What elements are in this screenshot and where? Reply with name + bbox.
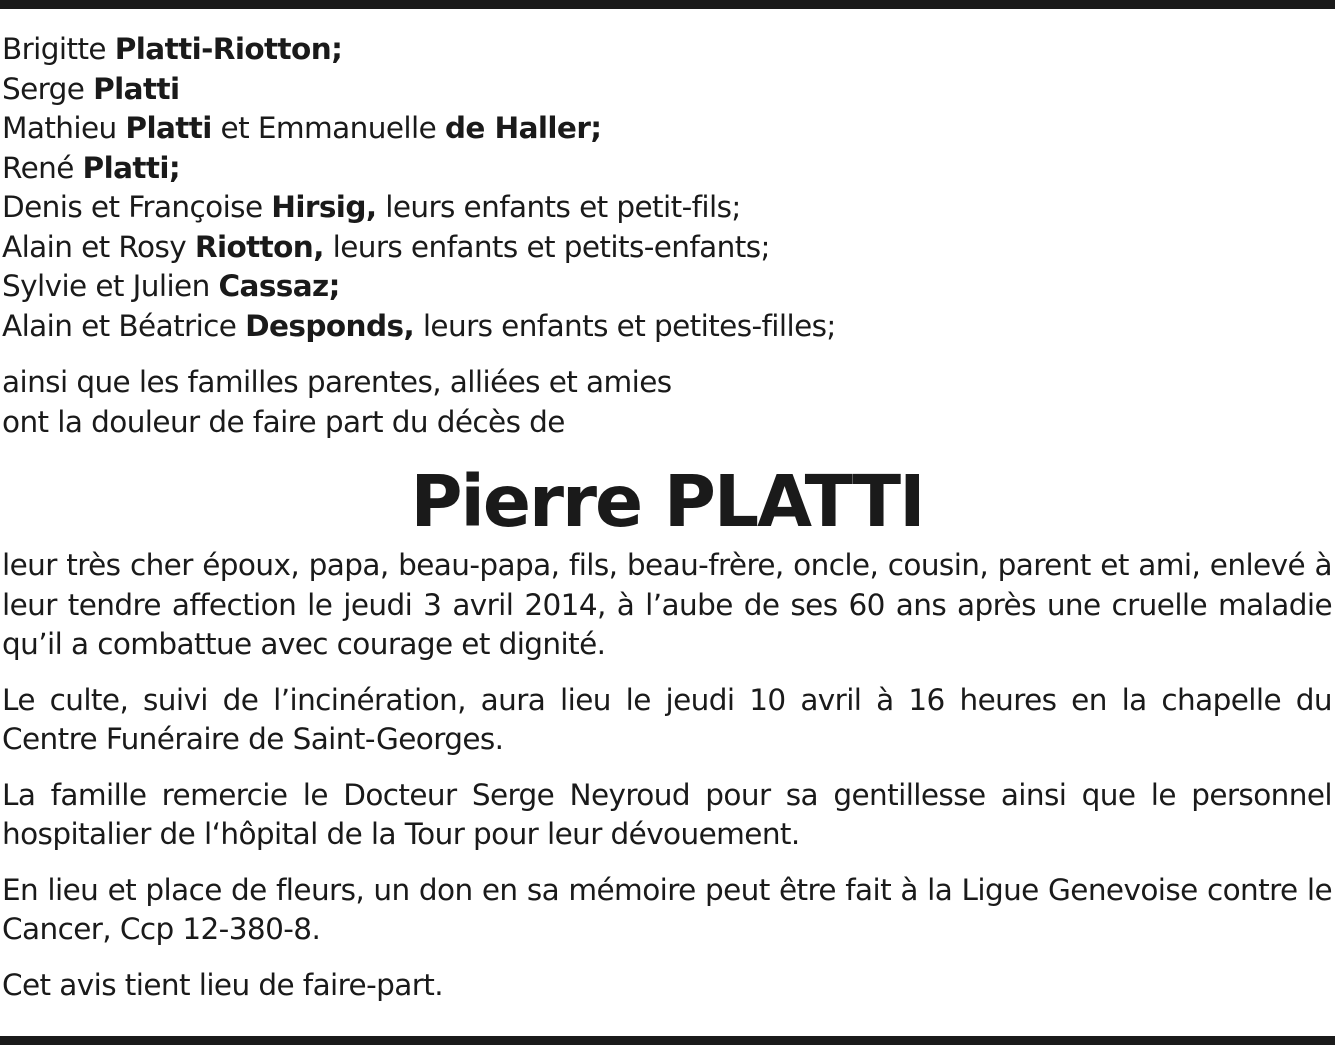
top-rule — [0, 0, 1335, 9]
closing-paragraph: Cet avis tient lieu de faire-part. — [2, 967, 443, 1002]
mourners-list — [2, 30, 1332, 346]
mourner-line: Denis et Françoise Hirsig, leurs enfants et petit-fils; — [2, 190, 741, 224]
mourner-line: Sylvie et Julien Cassaz; — [2, 269, 340, 303]
intro-line: ont la douleur de faire part du décès de — [2, 404, 565, 439]
tribute-paragraph: leur très cher époux, papa, beau-papa, fils, beau-frère, oncle, cousin, parent et ami, enlevé à leur tendre affection le jeudi 3 avril 2014, à l’aube de ses 60 ans après une cruelle maladie qu’il a combattue avec courage et dignité. — [2, 548, 1332, 661]
mourner-line: Mathieu Platti et Emmanuelle de Haller; — [2, 111, 602, 145]
intro-line: ainsi que les familles parentes, alliées et amies — [2, 365, 672, 399]
mourner-line: Alain et Béatrice Desponds, leurs enfants et petites-filles; — [2, 308, 836, 343]
mourner-line: Brigitte Platti-Riotton; — [2, 32, 343, 66]
death-notice — [2, 30, 1332, 1005]
announcement-intro — [2, 363, 1332, 442]
deceased-name: Pierre PLATTI — [410, 460, 924, 543]
ceremony-paragraph: Le culte, suivi de l’incinération, aura lieu le jeudi 10 avril à 16 heures en la chapelle du Centre Funéraire de Saint-Georges. — [2, 682, 1332, 756]
thanks-paragraph: La famille remercie le Docteur Serge Neyroud pour sa gentillesse ainsi que le personnel hospitalier de l‘hôpital de la Tour pour leur dévouement. — [2, 777, 1332, 851]
mourner-line: Alain et Rosy Riotton, leurs enfants et petits-enfants; — [2, 229, 770, 264]
donation-paragraph: En lieu et place de fleurs, un don en sa mémoire peut être fait à la Ligue Genevoise contre le Cancer, Ccp 12-380-8. — [2, 872, 1332, 946]
mourner-line: Serge Platti — [2, 71, 180, 106]
mourner-line: René Platti; — [2, 150, 181, 185]
bottom-rule — [0, 1036, 1335, 1045]
